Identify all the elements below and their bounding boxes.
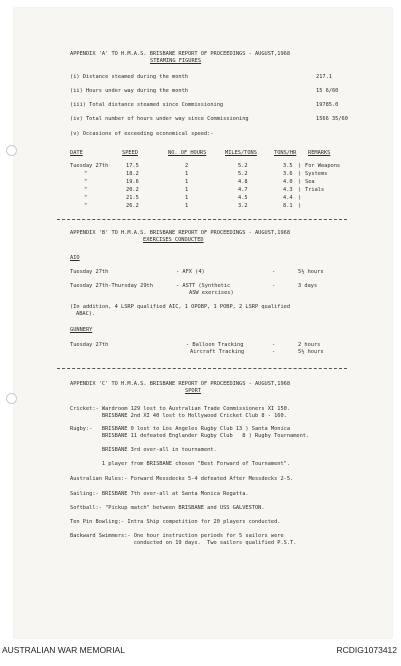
sport-line: BRISBANE 3rd over-all in tournament. — [70, 447, 217, 453]
exercise-duration: 2 hours — [298, 342, 321, 348]
col-header: TONS/HR — [274, 150, 297, 156]
item-value: 1566 35/60 — [316, 116, 348, 122]
exercise-dash: - — [272, 283, 276, 289]
sport-line: BRISBANE 2nd XI 40 lost to Hollywood Cricket Club 8 - 160. — [70, 413, 287, 419]
note-line: ABAC). — [76, 311, 96, 317]
exercise-date: Tuesday 27th — [70, 342, 109, 348]
col-header: SPEED — [122, 150, 138, 156]
item-value: 19785.0 — [316, 102, 339, 108]
gunnery-heading: GUNNERY — [70, 327, 93, 333]
exercise-name: - ASTT (Synthetic — [176, 283, 231, 289]
sport-line: 1 player from BRISBANE chosen "Best Forward of Tournament". — [70, 461, 291, 467]
item-label: (ii) Hours under way during the month — [70, 88, 188, 94]
punch-hole — [6, 145, 17, 156]
section-divider — [57, 219, 347, 220]
note-line: (In addition, 4 LSRP qualified AIC, 1 OPOBP, 1 POBP, 2 LSRP qualified — [70, 304, 291, 310]
sport-line: Australian Rules:- Forward Messdecks 5-4 defeated After Messdecks 2-5. — [70, 476, 294, 482]
exercise-duration: 5½ hours — [298, 269, 324, 275]
col-header: REMARKS — [308, 150, 331, 156]
exercise-name: Aircraft Tracking — [190, 349, 245, 355]
exercise-duration: 5½ hours — [298, 349, 324, 355]
col-header: NO. OF HOURS — [168, 150, 207, 156]
appendix-a-subtitle: STEAMING FIGURES — [150, 58, 202, 64]
appendix-a-title: APPENDIX 'A' TO H.M.A.S. BRISBANE REPORT OF PROCEEDINGS - AUGUST,1968 — [70, 51, 291, 57]
item-label: (iii) Total distance steamed since Commissioning — [70, 102, 224, 108]
col-header: MILES/TONS — [225, 150, 257, 156]
appendix-c-title: APPENDIX 'C' TO H.M.A.S. BRISBANE REPORT OF PROCEEDINGS - AUGUST,1968 — [70, 381, 291, 387]
sport-line: BRISBANE 11 defeated Englander Rugby Club 8 ) Rugby Tournament. — [70, 433, 310, 439]
sport-line: Ten Pin Bowling:- Intra Ship competition for 20 players conducted. — [70, 519, 281, 525]
col-header: DATE — [70, 150, 83, 156]
record-id: RCDIG1073412 — [336, 645, 397, 655]
exercise-date: Tuesday 27th — [70, 269, 109, 275]
appendix-b-subtitle: EXERCISES CONDUCTED — [143, 237, 204, 243]
sport-line: Rugby:- BRISBANE 0 lost to Los Angeles Rugby Club 13 ) Santa Monica — [70, 426, 291, 432]
archive-label: AUSTRALIAN WAR MEMORIAL — [2, 645, 125, 655]
exercise-dash: - — [272, 349, 276, 355]
aio-heading: AIO — [70, 255, 80, 261]
sport-line: Backward Swimmers:- One hour instruction periods for 5 sailors were — [70, 533, 284, 539]
item-value: 15 6/60 — [316, 88, 339, 94]
exercise-name: - AFX (4) — [176, 269, 205, 275]
exercise-dash: - — [272, 342, 276, 348]
appendix-b-title: APPENDIX 'B' TO H.M.A.S. BRISBANE REPORT OF PROCEEDINGS - AUGUST,1968 — [70, 230, 291, 236]
sport-line: Softball:- "Pickup match" between BRISBANE and USS GALVESTON. — [70, 505, 265, 511]
sport-line: Sailing:- BRISBANE 7th over-all at Santa Monica Regatta. — [70, 491, 249, 497]
item-label: (i) Distance steamed during the month — [70, 74, 188, 80]
section-divider — [57, 368, 347, 369]
exercise-duration: 3 days — [298, 283, 318, 289]
sport-line: Cricket:- Wardroom 129 lost to Australian Trade Commissioners XI 150. — [70, 406, 291, 412]
sport-line: conducted on 19 days. Two sailors qualified P.S.T. — [70, 540, 297, 546]
punch-hole — [6, 393, 17, 404]
exercise-dash: - — [272, 269, 276, 275]
item-value: 217.1 — [316, 74, 332, 80]
item-label: (iv) Total number of hours under way since Commissioning — [70, 116, 249, 122]
occasions-label: (v) Occasions of exceeding economical speed:- — [70, 131, 214, 137]
exercise-name: - Balloon Tracking — [186, 342, 244, 348]
exercise-date: Tuesday 27th-Thursday 29th — [70, 283, 153, 289]
exercise-name-cont: ASW exercises) — [189, 290, 234, 296]
appendix-c-subtitle: SPORT — [185, 388, 201, 394]
